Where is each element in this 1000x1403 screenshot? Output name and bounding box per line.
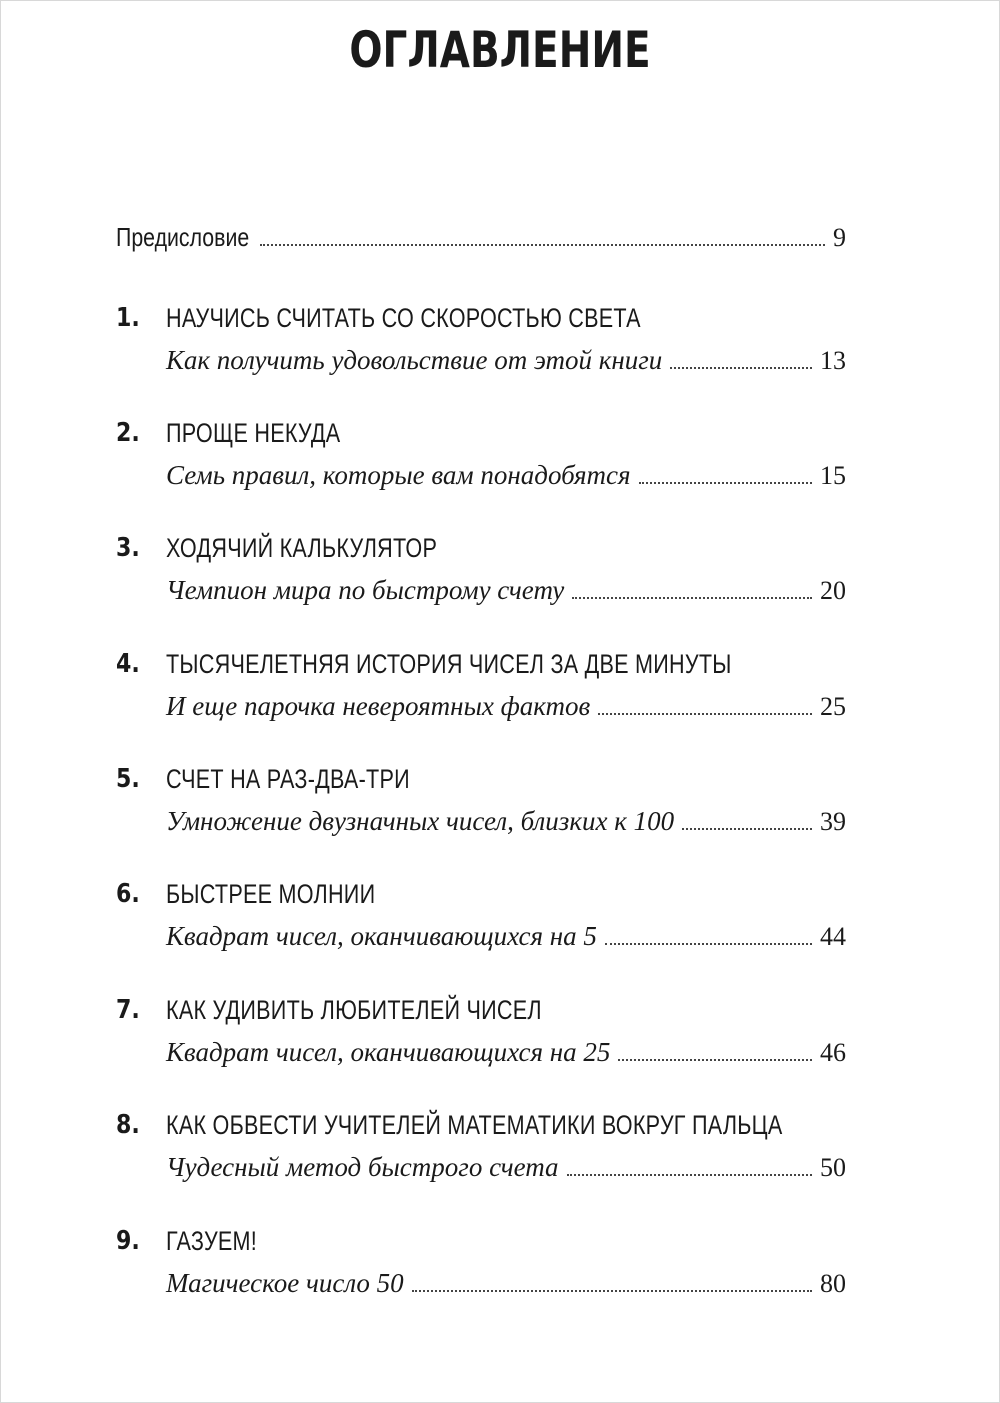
- chapter-subtitle: И еще парочка невероятных фактов: [166, 691, 591, 721]
- dot-leader: [572, 596, 812, 599]
- dot-leader: [670, 366, 812, 369]
- toc-entry-chapter-6[interactable]: [116, 876, 846, 966]
- page-number: 39: [820, 807, 846, 836]
- toc-entry-chapter-3[interactable]: [116, 530, 846, 620]
- chapter-number: 8.: [116, 1110, 140, 1140]
- page-title: ОГЛАВЛЕНИЕ: [349, 21, 651, 79]
- chapter-subtitle-row: [166, 1147, 846, 1187]
- chapter-subtitle-row: [166, 801, 846, 841]
- toc-entry-chapter-5[interactable]: [116, 761, 846, 851]
- chapter-subtitle: Магическое число 50: [166, 1268, 404, 1298]
- chapter-subtitle: Квадрат чисел, оканчивающихся на 5: [166, 921, 597, 951]
- dot-leader: [639, 481, 812, 484]
- chapter-number: 9.: [116, 1226, 140, 1256]
- chapter-number: 2.: [116, 418, 140, 448]
- chapter-subtitle: Квадрат чисел, оканчивающихся на 25: [166, 1037, 611, 1067]
- page-number: 25: [820, 692, 846, 721]
- dot-leader: [618, 1058, 812, 1061]
- chapter-subtitle: Чудесный метод быстрого счета: [166, 1152, 559, 1182]
- toc-entry-chapter-1[interactable]: [116, 300, 846, 390]
- toc-entry-chapter-2[interactable]: [116, 415, 846, 505]
- page-number: 20: [820, 576, 846, 605]
- chapter-subtitle-row: [166, 686, 846, 726]
- chapter-title: ПРОЩЕ НЕКУДА: [166, 418, 341, 448]
- chapter-subtitle-row: [166, 340, 846, 380]
- chapter-subtitle: Семь правил, которые вам понадобятся: [166, 460, 631, 490]
- chapter-number: 5.: [116, 764, 140, 794]
- toc-entry-chapter-9[interactable]: [116, 1223, 846, 1313]
- toc-entry-chapter-7[interactable]: [116, 992, 846, 1082]
- page-number: 46: [820, 1038, 846, 1067]
- page-number: 44: [820, 922, 846, 951]
- chapter-title: КАК ОБВЕСТИ УЧИТЕЛЕЙ МАТЕМАТИКИ ВОКРУГ ПАЛЬЦА: [166, 1110, 783, 1140]
- chapter-subtitle-row: [166, 916, 846, 956]
- chapter-subtitle: Умножение двузначных чисел, близких к 100: [166, 806, 675, 836]
- chapter-number: 6.: [116, 879, 140, 909]
- toc-entry-chapter-4[interactable]: [116, 646, 846, 736]
- chapter-title: ХОДЯЧИЙ КАЛЬКУЛЯТОР: [166, 533, 438, 563]
- chapter-title: БЫСТРЕЕ МОЛНИИ: [166, 879, 376, 909]
- toc-entry-preface[interactable]: [116, 222, 846, 258]
- chapter-title: ТЫСЯЧЕЛЕТНЯЯ ИСТОРИЯ ЧИСЕЛ ЗА ДВЕ МИНУТЫ: [166, 649, 732, 679]
- chapter-subtitle-row: [166, 570, 846, 610]
- chapter-subtitle-row: [166, 1032, 846, 1072]
- dot-leader: [260, 243, 825, 246]
- chapter-number: 4.: [116, 649, 140, 679]
- chapter-title: ГАЗУЕМ!: [166, 1226, 258, 1256]
- dot-leader: [598, 712, 812, 715]
- toc-entry-chapter-8[interactable]: [116, 1107, 846, 1197]
- page-number: 15: [820, 461, 846, 490]
- chapter-number: 1.: [116, 303, 140, 333]
- chapter-subtitle-row: [166, 455, 846, 495]
- dot-leader: [682, 827, 812, 830]
- chapter-title: НАУЧИСЬ СЧИТАТЬ СО СКОРОСТЬЮ СВЕТА: [166, 303, 641, 333]
- chapter-number: 3.: [116, 533, 140, 563]
- chapter-subtitle-row: [166, 1263, 846, 1303]
- dot-leader: [567, 1173, 812, 1176]
- page-number: 9: [833, 223, 846, 252]
- chapter-title: СЧЕТ НА РАЗ-ДВА-ТРИ: [166, 764, 410, 794]
- page-number: 13: [820, 346, 846, 375]
- preface-label: Предисловие: [116, 222, 250, 252]
- chapter-subtitle: Чемпион мира по быстрому счету: [166, 575, 565, 605]
- chapter-number: 7.: [116, 995, 140, 1025]
- dot-leader: [412, 1289, 812, 1292]
- page-number: 80: [820, 1269, 846, 1298]
- page-number: 50: [820, 1153, 846, 1182]
- dot-leader: [605, 942, 812, 945]
- chapter-subtitle: Как получить удовольствие от этой книги: [166, 345, 663, 375]
- chapter-title: КАК УДИВИТЬ ЛЮБИТЕЛЕЙ ЧИСЕЛ: [166, 995, 542, 1025]
